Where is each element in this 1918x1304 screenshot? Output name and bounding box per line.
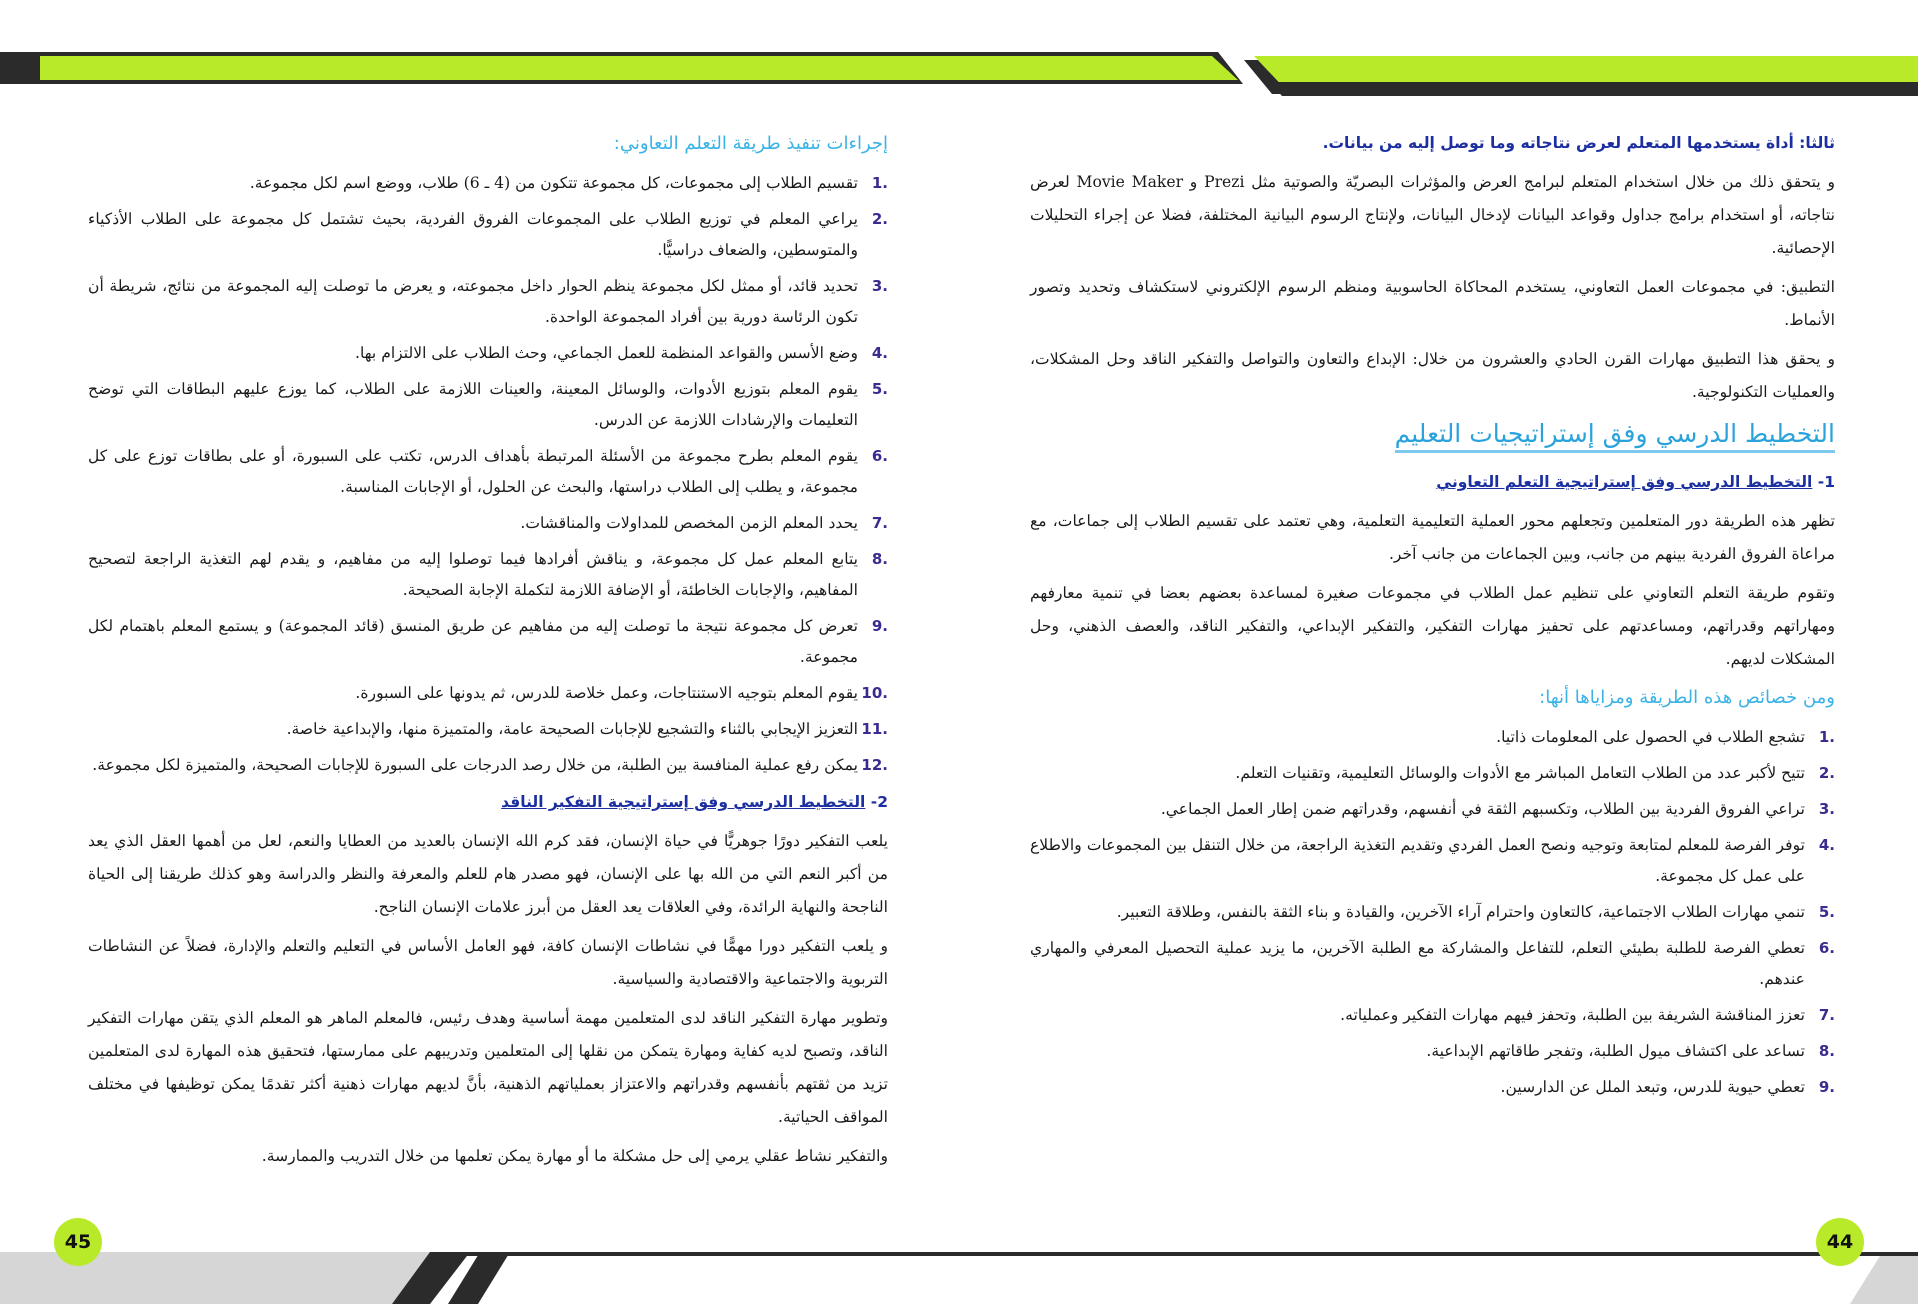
item-text: تعطي الفرصة للطلبة بطيئي التعلم، للتفاعل والمشاركة مع الطلبة الآخرين، ما يزيد عملية التحصيل المعرفي والمهاري عندهم.: [1030, 939, 1805, 988]
subheading-cooperative: [1030, 467, 1835, 497]
list-item: [1030, 830, 1835, 892]
subheading-number: 1-: [1817, 473, 1835, 491]
item-text: توفر الفرصة للمعلم لمتابعة وتوجيه ونصح العمل الفردي وتقديم التغذية الراجعة، من خلال التنقل بين المجموعات والاطلاع على عمل كل مجموعة.: [1030, 836, 1805, 885]
list-item: [88, 204, 888, 266]
page-number-right: 44: [1816, 1218, 1864, 1266]
bottom-left-bar: [0, 1252, 960, 1304]
subheading-text: التخطيط الدرسي وفق إستراتيجية التفكير الناقد: [501, 793, 866, 811]
item-text: يحدد المعلم الزمن المخصص للمداولات والمناقشات.: [520, 514, 858, 532]
list-item: [88, 714, 888, 745]
list-item: [88, 271, 888, 333]
list-item: [88, 508, 888, 539]
paragraph: و يتحقق ذلك من خلال استخدام المتعلم لبرامج العرض والمؤثرات البصريّة والصوتية مثل Prezi و Movie Maker لعرض نتاجاته، أو استخدام برامج جداول وقواعد البيانات لإدخال البيانات، ولإنتاج الرسوم البيانية المختلفة، فضلا عن إجراء التحليلات الإحصائية.: [1030, 173, 1836, 257]
item-number: 2.: [1818, 764, 1835, 782]
item-text: التعزيز الإيجابي بالثناء والتشجيع للإجابات الصحيحة عامة، والمتميزة منها، والإبداعية خاصة.: [286, 720, 858, 738]
item-number: 1.: [871, 174, 888, 192]
paragraph: وتقوم طريقة التعلم التعاوني على تنظيم عمل الطلاب في مجموعات صغيرة لمساعدة بعضهم بعضا في تنمية معارفهم ومهاراتهم وقدراتهم، ومساعدتهم على تحفيز مهارات التفكير، والتفكير الإبداعي، والتفكير الناقد، والعصف الذهني، وحل المشكلات لديهم.: [1030, 584, 1835, 668]
paragraph: و يلعب التفكير دورا مهمًّا في نشاطات الإنسان كافة، فهو العامل الأساس في التعليم والتعلم والإدارة، فضلاً عن النشاطات التربوية والاجتماعية والاقتصادية والسياسية.: [88, 937, 888, 988]
item-text: يمكن رفع عملية المنافسة بين الطلبة، من خلال رصد الدرجات على السبورة للإجابات الصحيحة، والمتميزة لكل مجموعة.: [92, 756, 858, 774]
item-text: تقسيم الطلاب إلى مجموعات، كل مجموعة تتكون من (4 ـ 6) طلاب، ووضع اسم لكل مجموعة.: [249, 174, 858, 192]
list-item: [1030, 1000, 1835, 1031]
features-heading: ومن خصائص هذه الطريقة ومزاياها أنها:: [1539, 687, 1835, 708]
item-text: يقوم المعلم بتوجيه الاستنتاجات، وعمل خلاصة للدرس، ثم يدونها على السبورة.: [355, 684, 858, 702]
item-number: 1.: [1818, 728, 1835, 746]
subheading-critical-thinking: [88, 787, 888, 817]
item-text: تشجع الطلاب في الحصول على المعلومات ذاتيا.: [1496, 728, 1805, 746]
item-text: يقوم المعلم بتوزيع الأدوات، والوسائل المعينة، والعينات اللازمة على الطلاب، كما يوزع عليهم البطاقات التي توضح التعليمات والإرشادات اللازمة عن الدرس.: [88, 380, 858, 429]
list-item: [1030, 933, 1835, 995]
item-text: يتابع المعلم عمل كل مجموعة، و يناقش أفرادها فيما توصلوا إليه من مفاهيم، و يقدم لهم التغذية الراجعة لتصحيح المفاهيم، والإجابات الخاطئة، أو الإضافة اللازمة لتكملة الإجابة الصحيحة.: [88, 550, 858, 599]
item-number: 5.: [871, 380, 888, 398]
item-number: 4.: [871, 344, 888, 362]
list-item: [88, 441, 888, 503]
item-text: وضع الأسس والقواعد المنظمة للعمل الجماعي، وحث الطلاب على الالتزام بها.: [355, 344, 858, 362]
item-number: 8.: [871, 550, 888, 568]
item-number: 7.: [1818, 1006, 1835, 1024]
list-item: [88, 678, 888, 709]
subheading-number: 2-: [870, 793, 888, 811]
heading-third-tool: ثالثا: أداة يستخدمها المتعلم لعرض نتاجاته وما توصل إليه من بيانات.: [1322, 134, 1835, 152]
list-item: [1030, 897, 1835, 928]
list-item: [88, 338, 888, 369]
paragraph: وتطوير مهارة التفكير الناقد لدى المتعلمين مهمة أساسية وهدف رئيس، فالمعلم الماهر هو المعلم الذي يتقن مهارات التفكير الناقد، وتصبح لديه كفاية ومهارة يتمكن من نقلها إلى المتعلمين وتدريبهم على ممارستها، فتحقيق هذه المهارة لدى المتعلمين تزيد من ثقتهم بأنفسهم وقدراتهم والاعتزاز بعملياتهم الذهنية، بأنَّ لديهم مهارات ذهنية أكثر تقدمًا يمكن توظيفها في مختلف المواقف الحياتية.: [88, 1009, 888, 1126]
item-text: تعزز المناقشة الشريفة بين الطلبة، وتحفز فيهم مهارات التفكير وعملياته.: [1340, 1006, 1805, 1024]
item-number: 6.: [1818, 939, 1835, 957]
item-text: تراعي الفروق الفردية بين الطلاب، وتكسبهم الثقة في أنفسهم، وقدراتهم ضمن إطار العمل الجماعي.: [1160, 800, 1805, 818]
item-number: 4.: [1818, 836, 1835, 854]
section-title: [1030, 415, 1835, 453]
list-item: [1030, 1036, 1835, 1067]
list-item: [88, 611, 888, 673]
item-number: 2.: [871, 210, 888, 228]
paragraph: والتفكير نشاط عقلي يرمي إلى حل مشكلة ما أو مهارة يمكن تعلمها من خلال التدريب والممارسة.: [261, 1147, 888, 1165]
item-text: تعطي حيوية للدرس، وتبعد الملل عن الدارسين.: [1500, 1078, 1805, 1096]
procedures-list: [88, 168, 888, 781]
list-item: [88, 168, 888, 199]
item-text: تساعد على اكتشاف ميول الطلبة، وتفجر طاقاتهم الإبداعية.: [1426, 1042, 1805, 1060]
left-page: [88, 128, 888, 1179]
item-text: تنمي مهارات الطلاب الاجتماعية، كالتعاون واحترام آراء الآخرين، والقيادة و بناء الثقة بالنفس، وطلاقة التعبير.: [1116, 903, 1805, 921]
item-number: 9.: [871, 617, 888, 635]
list-item: [1030, 758, 1835, 789]
procedures-heading: إجراءات تنفيذ طريقة التعلم التعاوني:: [613, 133, 888, 154]
item-text: تتيح لأكبر عدد من الطلاب التعامل المباشر مع الأدوات والوسائل التعليمية، وتقنيات التعلم.: [1235, 764, 1805, 782]
paragraph: التطبيق: في مجموعات العمل التعاوني، يستخدم المحاكاة الحاسوبية ومنظم الرسوم الإلكتروني لاستكشاف وتحديد وتصور الأنماط.: [1030, 278, 1835, 329]
top-right-bar: [1244, 56, 1918, 96]
item-text: تعرض كل مجموعة نتيجة ما توصلت إليه من مفاهيم عن طريق المنسق (قائد المجموعة) و يستمع المعلم باهتمام لكل مجموعة.: [88, 617, 858, 666]
list-item: [1030, 794, 1835, 825]
list-item: [88, 750, 888, 781]
item-number: 8.: [1818, 1042, 1835, 1060]
item-number: 3.: [871, 277, 888, 295]
item-number: 9.: [1818, 1078, 1835, 1096]
right-page: [1030, 128, 1835, 1109]
paragraph: تظهر هذه الطريقة دور المتعلمين وتجعلهم محور العملية التعليمية التعلمية، وهي تعتمد على تقسيم الطلاب إلى جماعات، مع مراعاة الفروق الفردية بينهم من جانب، وبين الجماعات من جانب آخر.: [1030, 512, 1835, 563]
item-number: 10.: [861, 684, 888, 702]
subheading-text: التخطيط الدرسي وفق إستراتيجية التعلم التعاوني: [1436, 473, 1813, 491]
bottom-right-bar: [960, 1252, 1918, 1304]
item-text: تحديد قائد، أو ممثل لكل مجموعة ينظم الحوار داخل مجموعته، و يعرض ما توصلت إليه المجموعة من نتائج، شريطة أن تكون الرئاسة دورية بين أفراد المجموعة الواحدة.: [88, 277, 858, 326]
item-text: يراعي المعلم في توزيع الطلاب على المجموعات الفروق الفردية، بحيث تشتمل كل مجموعة على الطلاب الأذكياء والمتوسطين، والضعاف دراسيًّا.: [88, 210, 858, 259]
item-number: 11.: [861, 720, 888, 738]
item-number: 5.: [1818, 903, 1835, 921]
item-number: 3.: [1818, 800, 1835, 818]
item-number: 12.: [861, 756, 888, 774]
top-left-bar: [0, 52, 1243, 84]
list-item: [88, 544, 888, 606]
page-number-left: 45: [54, 1218, 102, 1266]
paragraph: يلعب التفكير دورًا جوهريًّا في حياة الإنسان، فقد كرم الله الإنسان بالعديد من العطايا والنعم، لعل من أهمها العقل الذي يعد من أكبر النعم التي من الله بها على الإنسان، فهو مصدر هام للعلم والمعرفة والنظر والدراسة وهو كذلك طريقنا إلى الحياة الناجحة والنهاية الرائدة، وفي العلاقات يعد العقل من أبرز علامات الإنسان الناجح.: [88, 832, 888, 916]
list-item: [1030, 1072, 1835, 1103]
features-list: [1030, 722, 1835, 1103]
paragraph: و يحقق هذا التطبيق مهارات القرن الحادي والعشرون من خلال: الإبداع والتعاون والتواصل والتفكير الناقد وحل المشكلات، والعمليات التكنولوجية.: [1030, 350, 1835, 401]
list-item: [1030, 722, 1835, 753]
item-number: 6.: [871, 447, 888, 465]
list-item: [88, 374, 888, 436]
item-number: 7.: [871, 514, 888, 532]
section-title-text: التخطيط الدرسي وفق إستراتيجيات التعليم: [1395, 419, 1835, 453]
item-text: يقوم المعلم بطرح مجموعة من الأسئلة المرتبطة بأهداف الدرس، تكتب على السبورة، أو على بطاقات توزع على كل مجموعة، و يطلب إلى الطلاب دراستها، والبحث عن الحلول، أو الإجابات المناسبة.: [88, 447, 858, 496]
